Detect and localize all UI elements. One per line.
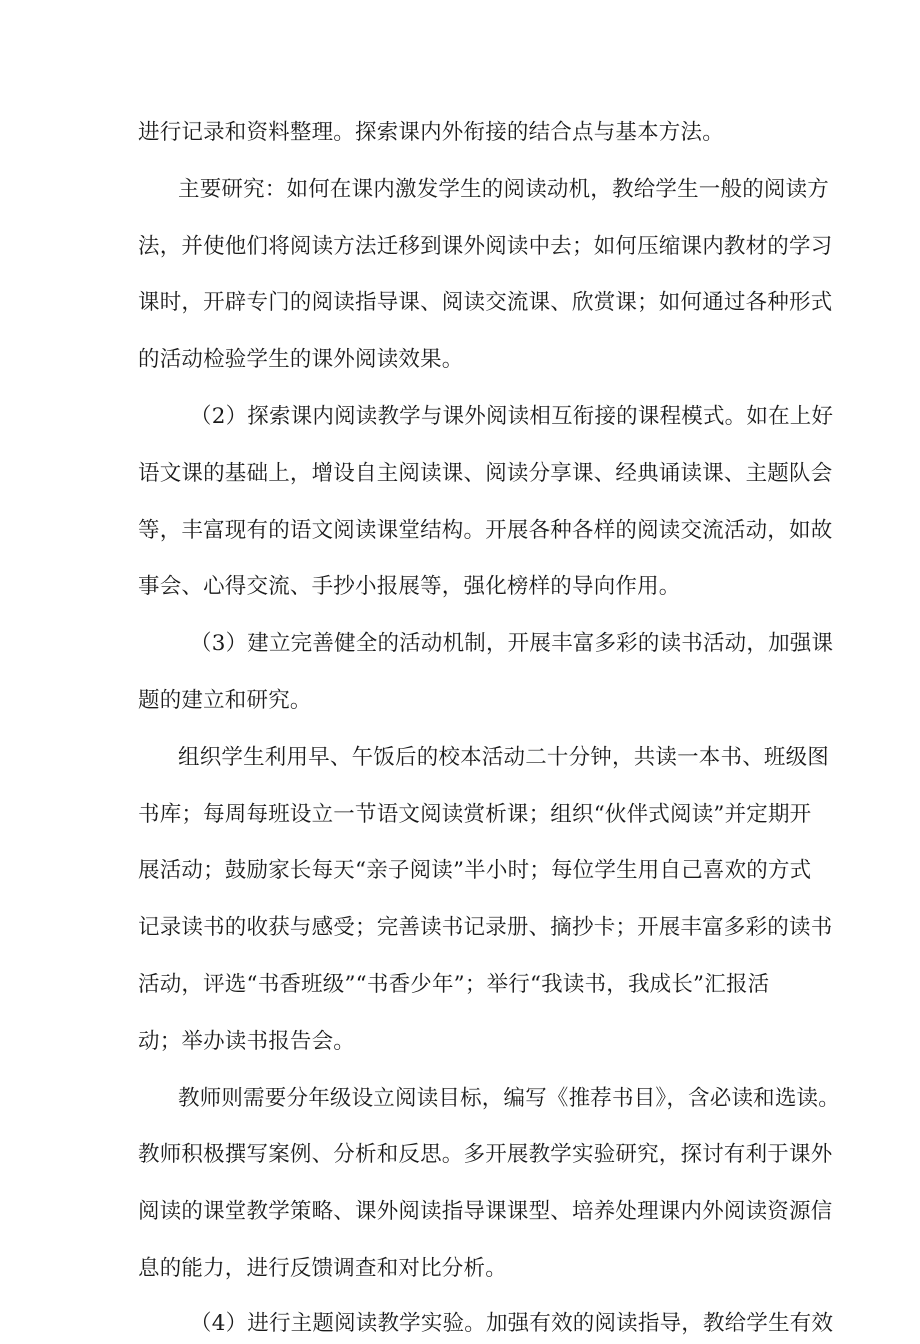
text-line: 题的建立和研究。: [138, 688, 312, 713]
text-line: 息的能力，进行反馈调查和对比分析。: [138, 1256, 507, 1281]
text-line: （4）进行主题阅读教学实验。加强有效的阅读指导，教给学生有效: [190, 1311, 834, 1336]
text-line: 阅读的课堂教学策略、课外阅读指导课课型、培养处理课内外阅读资源信: [138, 1199, 833, 1224]
text-line: 进行记录和资料整理。探索课内外衔接的结合点与基本方法。: [138, 120, 724, 145]
text-line: （2）探索课内阅读教学与课外阅读相互衔接的课程模式。如在上好: [190, 404, 834, 429]
text-line: 事会、心得交流、手抄小报展等，强化榜样的导向作用。: [138, 574, 681, 599]
text-line: 活动，评选“书香班级”“书香少年”；举行“我读书，我成长”汇报活: [138, 972, 770, 997]
text-line: 组织学生利用早、午饭后的校本活动二十分钟，共读一本书、班级图: [178, 745, 830, 770]
text-line: 的活动检验学生的课外阅读效果。: [138, 347, 464, 372]
text-line: 等，丰富现有的语文阅读课堂结构。开展各种各样的阅读交流活动，如故: [138, 518, 833, 543]
text-line: 动；举办读书报告会。: [138, 1029, 356, 1054]
text-line: 教师则需要分年级设立阅读目标，编写《推荐书目》，含必读和选读。: [178, 1086, 840, 1111]
text-line: 记录读书的收获与感受；完善读书记录册、摘抄卡；开展丰富多彩的读书: [138, 915, 833, 940]
text-line: 语文课的基础上，增设自主阅读课、阅读分享课、经典诵读课、主题队会: [138, 461, 833, 486]
text-line: 法，并使他们将阅读方法迁移到课外阅读中去；如何压缩课内教材的学习: [138, 234, 833, 259]
text-line: 展活动；鼓励家长每天“亲子阅读”半小时；每位学生用自己喜欢的方式: [138, 858, 812, 883]
text-line: （3）建立完善健全的活动机制，开展丰富多彩的读书活动，加强课: [190, 631, 834, 656]
text-line: 教师积极撰写案例、分析和反思。多开展教学实验研究，探讨有利于课外: [138, 1142, 833, 1167]
text-line: 书库；每周每班设立一节语文阅读赏析课；组织“伙伴式阅读”并定期开: [138, 802, 812, 827]
text-line: 主要研究：如何在课内激发学生的阅读动机，教给学生一般的阅读方: [178, 177, 830, 202]
text-line: 课时，开辟专门的阅读指导课、阅读交流课、欣赏课；如何通过各种形式: [138, 290, 833, 315]
